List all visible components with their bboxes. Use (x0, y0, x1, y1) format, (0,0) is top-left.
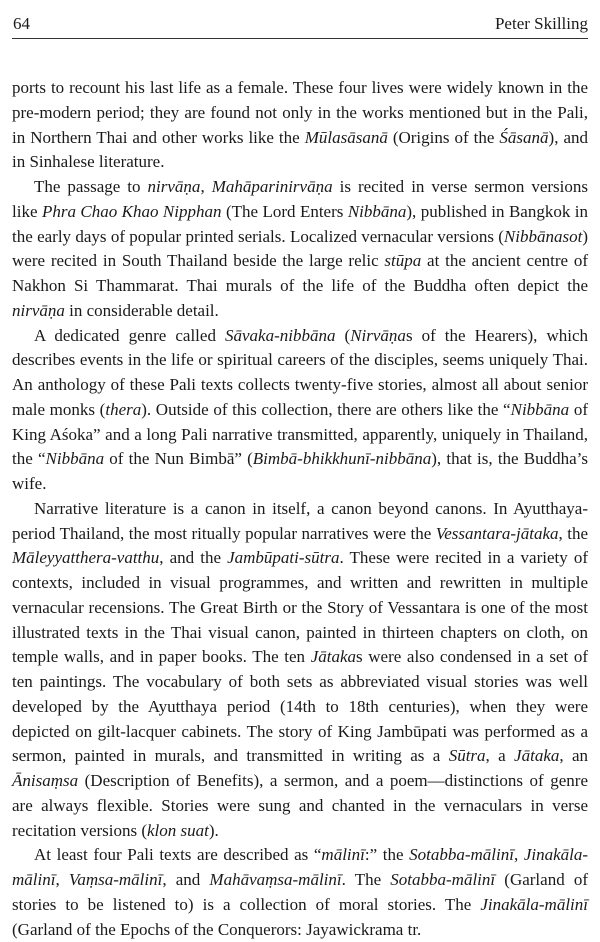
italic-term: Jātaka (310, 647, 357, 667)
italic-term: Jātaka (514, 746, 560, 766)
italic-term: Nibbānasot (503, 226, 583, 246)
text-run: , (513, 845, 524, 865)
italic-term: Ānisaṃsa (12, 771, 79, 790)
text-run: ), and in Sinhalese literature. (12, 127, 588, 172)
text-run: ), published in Bangkok in the early days of popular printed serials. Localized vernacular versions ( (12, 201, 588, 246)
italic-term: Sūtra (448, 746, 486, 766)
paragraph (12, 175, 588, 324)
text-run: (Origins of the (387, 127, 500, 147)
text-run: , (55, 870, 69, 889)
text-run: in considerable detail. (64, 300, 219, 320)
italic-term: Sotabba-mālinī (409, 845, 514, 865)
paragraph (12, 76, 588, 175)
text-run: s were also condensed in a set of ten paintings. The vocabulary of both sets as abbreviated visual stories was well developed by the Ayutthaya period (14th to 18th centuries), when they were depicted on gilt-lacquer cabinets. The story of King Jambūpati was performed as a sermon, painted in murals, and transmitted in writing as a (12, 647, 588, 766)
italic-term: Mahāvaṃsa-mālinī (209, 870, 342, 889)
text-run: ), that is, the Buddha’s wife. (12, 449, 588, 493)
text-run: , an (559, 746, 589, 766)
italic-term: Jinakāla-mālinī (12, 845, 589, 889)
text-run: . The (341, 870, 391, 889)
text-run: ports to recount his last life as a female. These four lives were widely known in the pre-modern period; they are found not only in the works mentioned but in the Pali, in Northern Thai and other works like the (12, 78, 588, 147)
text-run: is recited in verse sermon versions like (12, 177, 589, 221)
italic-term: Bimbā-bhikkhunī-nibbāna (252, 449, 432, 469)
italic-term: Nibbāna (45, 449, 105, 469)
italic-term: nirvāṇa (12, 300, 65, 320)
italic-term: klon suat (147, 820, 209, 840)
text-run: of the Nun Bimbā” ( (104, 449, 253, 469)
italic-term: Nibbāna (347, 201, 407, 221)
text-run: at the ancient centre of Nakhon Si Thammarat. Thai murals of the life of the Buddha often depict the (12, 251, 588, 295)
paragraph (12, 497, 588, 844)
italic-term: mālinī (321, 845, 365, 865)
text-run: , (200, 177, 212, 196)
header-author: Peter Skilling (494, 14, 588, 33)
paragraph (12, 324, 588, 497)
text-run: At least four Pali texts are described as “ (34, 845, 322, 865)
text-run: :” the (364, 845, 410, 865)
text-run: (The Lord Enters (221, 201, 348, 221)
text-run: , the (558, 523, 588, 543)
italic-term: Vessantara-jātaka (435, 523, 559, 543)
text-run: s of the Hearers), which describes events in the life or spiritual careers of the disciples, seems uniquely Thai. An anthology of these Pali texts collects twenty-five stories, almost all about senior male monks ( (12, 325, 588, 419)
body-text (12, 76, 588, 942)
italic-term: Sotabba-mālinī (390, 870, 496, 889)
italic-term: Māleyyatthera-vatthu (12, 548, 160, 568)
page-number: 64 (13, 14, 30, 33)
text-run: A dedicated genre called (34, 325, 225, 345)
italic-term: Jambūpati-sūtra (227, 548, 340, 568)
text-run: Narrative literature is a canon in itself, a canon beyond canons. In Ayutthaya-period Thailand, the most ritually popular narratives were the (12, 498, 588, 543)
italic-term: Sāvaka-nibbāna (225, 325, 336, 345)
italic-term: stūpa (384, 251, 422, 271)
text-run: ). Outside of this collection, there are others like the “ (141, 399, 511, 419)
text-run: ) were recited in South Thailand beside the large relic (12, 226, 588, 271)
text-run: . These were recited in a variety of contexts, included in visual programmes, and written and rewritten in multiple vernacular recensions. The Great Birth or the Story of Vessantara is one of the most illustrated texts in the Thai visual canon, painted in thirteen chapters on cloth, on temple walls, and in paper books. The ten (12, 548, 588, 667)
italic-term: Vaṃsa-mālinī (68, 870, 163, 889)
text-run: ). (208, 820, 219, 840)
text-run: (Garland of stories to be listened to) is a collection of moral stories. The (12, 870, 588, 914)
italic-term: Nibbāna (510, 399, 570, 419)
paragraph (12, 843, 588, 942)
italic-term: thera (105, 399, 142, 419)
text-run: (Garland of the Epochs of the Conquerors: Jayawickrama tr. (12, 919, 422, 939)
italic-term: Phra Chao Khao Nipphan (41, 201, 222, 221)
header-rule (12, 38, 588, 39)
text-run: , and (162, 870, 210, 889)
text-run: of King Aśoka” and a long Pali narrative transmitted, apparently, uniquely in Thailand, the “ (12, 399, 588, 469)
italic-term: Nirvāṇa (350, 325, 406, 345)
text-run: The passage to (34, 177, 148, 196)
italic-term: Mūlasāsanā (304, 127, 388, 147)
italic-term: nirvāṇa (147, 177, 201, 196)
text-run: ( (335, 325, 351, 345)
italic-term: Mahāparinirvāṇa (211, 177, 333, 196)
italic-term: Jinakāla-mālinī (480, 894, 588, 914)
text-run: (Description of Benefits), a sermon, and a poem—distinctions of genre are always flexible. Stories were sung and chanted in the vernaculars in verse recitation versions ( (12, 771, 588, 840)
running-header (0, 0, 600, 48)
italic-term: Śāsanā (499, 127, 549, 147)
text-run: , a (485, 746, 515, 766)
text-run: , and the (159, 548, 228, 568)
